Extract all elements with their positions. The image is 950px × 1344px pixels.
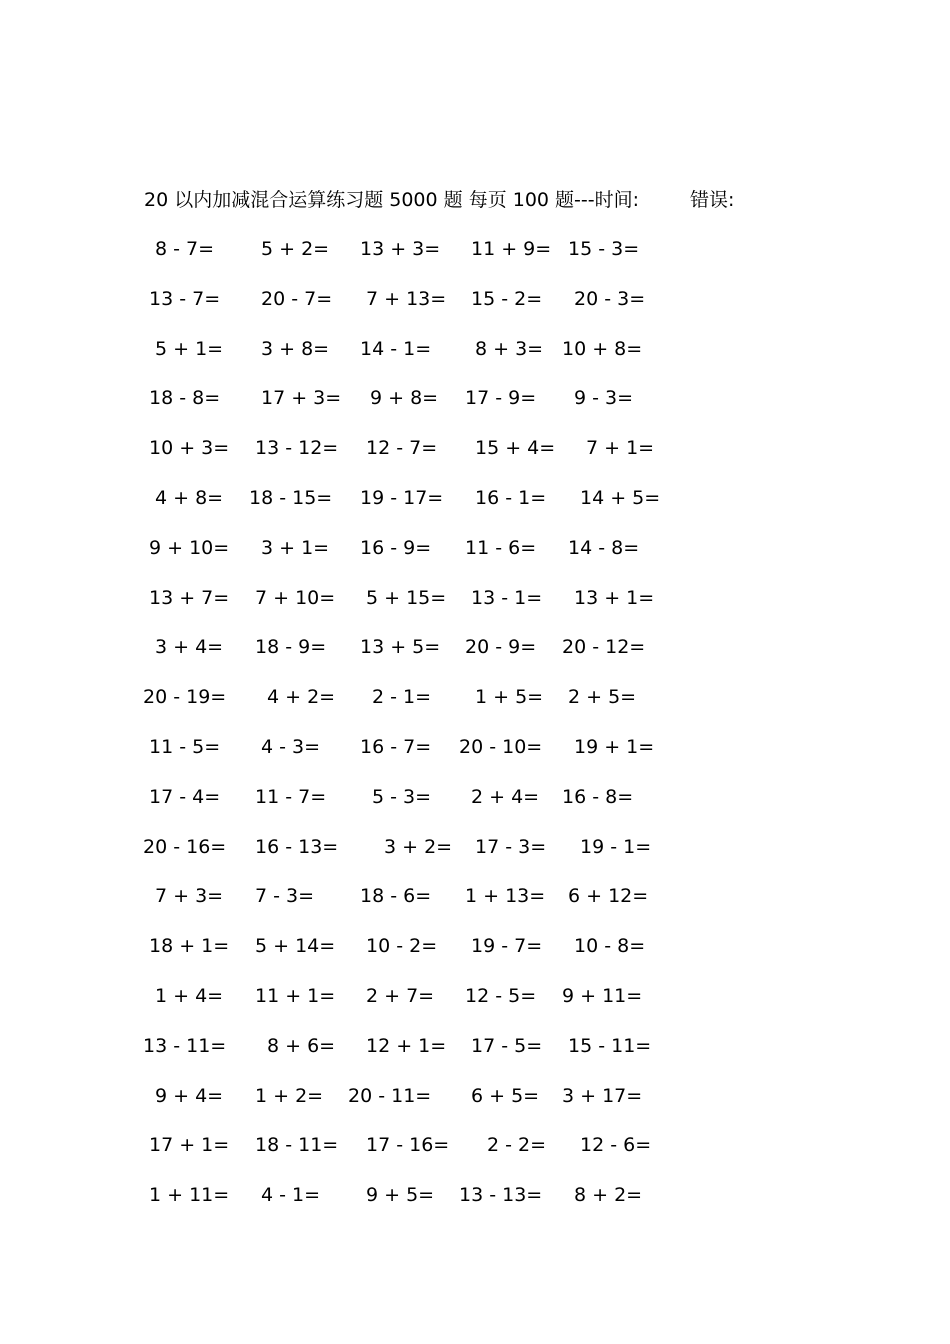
problem-row	[143, 834, 683, 884]
arithmetic-problem: 6 + 12=	[568, 885, 649, 908]
arithmetic-problem: 3 + 17=	[562, 1084, 643, 1107]
arithmetic-problem: 8 + 3=	[475, 337, 544, 360]
arithmetic-problem: 2 + 5=	[568, 686, 637, 709]
arithmetic-problem: 5 + 14=	[255, 935, 336, 958]
worksheet-header	[144, 186, 735, 214]
arithmetic-problem: 18 - 6=	[360, 885, 432, 908]
arithmetic-problem: 19 - 7=	[471, 935, 543, 958]
arithmetic-problem: 13 - 1=	[471, 586, 543, 609]
problem-row	[143, 684, 683, 734]
arithmetic-problem: 9 + 5=	[366, 1184, 435, 1207]
arithmetic-problem: 3 + 2=	[384, 835, 453, 858]
arithmetic-problem: 16 - 9=	[360, 536, 432, 559]
errors-label: 错误:	[690, 189, 735, 211]
arithmetic-problem: 20 - 3=	[574, 287, 646, 310]
arithmetic-problem: 17 + 1=	[149, 1134, 230, 1157]
arithmetic-problem: 7 + 10=	[255, 586, 336, 609]
arithmetic-problem: 12 - 7=	[366, 437, 438, 460]
arithmetic-problem: 11 + 1=	[255, 984, 336, 1007]
worksheet-title: 20 以内加减混合运算练习题 5000 题 每页 100 题---时间:	[144, 189, 640, 211]
problem-row	[143, 286, 683, 336]
arithmetic-problem: 18 - 9=	[255, 636, 327, 659]
arithmetic-problem: 3 + 8=	[261, 337, 330, 360]
arithmetic-problem: 20 - 12=	[562, 636, 646, 659]
arithmetic-problem: 5 + 1=	[155, 337, 224, 360]
arithmetic-problem: 18 - 8=	[149, 387, 221, 410]
arithmetic-problem: 1 + 4=	[155, 984, 224, 1007]
arithmetic-problem: 3 + 1=	[261, 536, 330, 559]
arithmetic-problem: 10 - 2=	[366, 935, 438, 958]
arithmetic-problem: 19 - 1=	[580, 835, 652, 858]
arithmetic-problem: 17 - 4=	[149, 785, 221, 808]
problem-grid	[143, 236, 683, 1232]
arithmetic-problem: 13 - 7=	[149, 287, 221, 310]
arithmetic-problem: 13 + 1=	[574, 586, 655, 609]
problem-row	[143, 784, 683, 834]
arithmetic-problem: 18 + 1=	[149, 935, 230, 958]
arithmetic-problem: 18 - 11=	[255, 1134, 339, 1157]
arithmetic-problem: 4 + 2=	[267, 686, 336, 709]
arithmetic-problem: 10 + 8=	[562, 337, 643, 360]
problem-row	[143, 485, 683, 535]
arithmetic-problem: 17 - 5=	[471, 1034, 543, 1057]
problem-row	[143, 933, 683, 983]
arithmetic-problem: 20 - 10=	[459, 735, 543, 758]
arithmetic-problem: 11 - 7=	[255, 785, 327, 808]
arithmetic-problem: 5 + 2=	[261, 238, 330, 260]
arithmetic-problem: 20 - 7=	[261, 287, 333, 310]
arithmetic-problem: 14 - 8=	[568, 536, 640, 559]
arithmetic-problem: 2 + 7=	[366, 984, 435, 1007]
problem-row	[143, 734, 683, 784]
arithmetic-problem: 11 + 9=	[471, 238, 552, 260]
arithmetic-problem: 12 - 5=	[465, 984, 537, 1007]
problem-row	[143, 236, 683, 286]
arithmetic-problem: 20 - 11=	[348, 1084, 432, 1107]
problem-row	[143, 585, 683, 635]
arithmetic-problem: 3 + 4=	[155, 636, 224, 659]
problem-row	[143, 883, 683, 933]
arithmetic-problem: 16 - 8=	[562, 785, 634, 808]
arithmetic-problem: 16 - 1=	[475, 486, 547, 509]
arithmetic-problem: 16 - 7=	[360, 735, 432, 758]
arithmetic-problem: 17 - 9=	[465, 387, 537, 410]
problem-row	[143, 1083, 683, 1133]
arithmetic-problem: 13 + 5=	[360, 636, 441, 659]
problem-row	[143, 1033, 683, 1083]
arithmetic-problem: 13 - 11=	[143, 1034, 227, 1057]
problem-row	[143, 336, 683, 386]
arithmetic-problem: 8 + 6=	[267, 1034, 336, 1057]
arithmetic-problem: 9 + 10=	[149, 536, 230, 559]
arithmetic-problem: 6 + 5=	[471, 1084, 540, 1107]
arithmetic-problem: 1 + 11=	[149, 1184, 230, 1207]
arithmetic-problem: 7 + 3=	[155, 885, 224, 908]
arithmetic-problem: 4 + 8=	[155, 486, 224, 509]
arithmetic-problem: 2 - 1=	[372, 686, 432, 709]
arithmetic-problem: 2 + 4=	[471, 785, 540, 808]
arithmetic-problem: 14 + 5=	[580, 486, 661, 509]
arithmetic-problem: 20 - 16=	[143, 835, 227, 858]
arithmetic-problem: 11 - 6=	[465, 536, 537, 559]
problem-row	[143, 535, 683, 585]
problem-row	[143, 983, 683, 1033]
arithmetic-problem: 8 - 7=	[155, 238, 215, 260]
arithmetic-problem: 8 + 2=	[574, 1184, 643, 1207]
arithmetic-problem: 19 + 1=	[574, 735, 655, 758]
problem-row	[143, 385, 683, 435]
arithmetic-problem: 12 - 6=	[580, 1134, 652, 1157]
arithmetic-problem: 9 + 11=	[562, 984, 643, 1007]
arithmetic-problem: 11 - 5=	[149, 735, 221, 758]
problem-row	[143, 1182, 683, 1232]
arithmetic-problem: 1 + 13=	[465, 885, 546, 908]
arithmetic-problem: 12 + 1=	[366, 1034, 447, 1057]
arithmetic-problem: 13 - 12=	[255, 437, 339, 460]
arithmetic-problem: 16 - 13=	[255, 835, 339, 858]
arithmetic-problem: 9 + 4=	[155, 1084, 224, 1107]
arithmetic-problem: 2 - 2=	[487, 1134, 547, 1157]
arithmetic-problem: 17 + 3=	[261, 387, 342, 410]
arithmetic-problem: 7 + 13=	[366, 287, 447, 310]
arithmetic-problem: 7 + 1=	[586, 437, 655, 460]
arithmetic-problem: 15 + 4=	[475, 437, 556, 460]
arithmetic-problem: 7 - 3=	[255, 885, 315, 908]
arithmetic-problem: 18 - 15=	[249, 486, 333, 509]
arithmetic-problem: 14 - 1=	[360, 337, 432, 360]
problem-row	[143, 435, 683, 485]
arithmetic-problem: 4 - 1=	[261, 1184, 321, 1207]
arithmetic-problem: 10 + 3=	[149, 437, 230, 460]
arithmetic-problem: 15 - 2=	[471, 287, 543, 310]
arithmetic-problem: 20 - 9=	[465, 636, 537, 659]
arithmetic-problem: 5 - 3=	[372, 785, 432, 808]
arithmetic-problem: 1 + 2=	[255, 1084, 324, 1107]
arithmetic-problem: 5 + 15=	[366, 586, 447, 609]
arithmetic-problem: 17 - 3=	[475, 835, 547, 858]
arithmetic-problem: 17 - 16=	[366, 1134, 450, 1157]
arithmetic-problem: 13 + 7=	[149, 586, 230, 609]
problem-row	[143, 1132, 683, 1182]
arithmetic-problem: 13 - 13=	[459, 1184, 543, 1207]
arithmetic-problem: 19 - 17=	[360, 486, 444, 509]
problem-row	[143, 634, 683, 684]
arithmetic-problem: 15 - 3=	[568, 238, 640, 260]
arithmetic-problem: 9 + 8=	[370, 387, 439, 410]
arithmetic-problem: 9 - 3=	[574, 387, 634, 410]
arithmetic-problem: 15 - 11=	[568, 1034, 652, 1057]
arithmetic-problem: 4 - 3=	[261, 735, 321, 758]
arithmetic-problem: 20 - 19=	[143, 686, 227, 709]
arithmetic-problem: 1 + 5=	[475, 686, 544, 709]
arithmetic-problem: 10 - 8=	[574, 935, 646, 958]
arithmetic-problem: 13 + 3=	[360, 238, 441, 260]
